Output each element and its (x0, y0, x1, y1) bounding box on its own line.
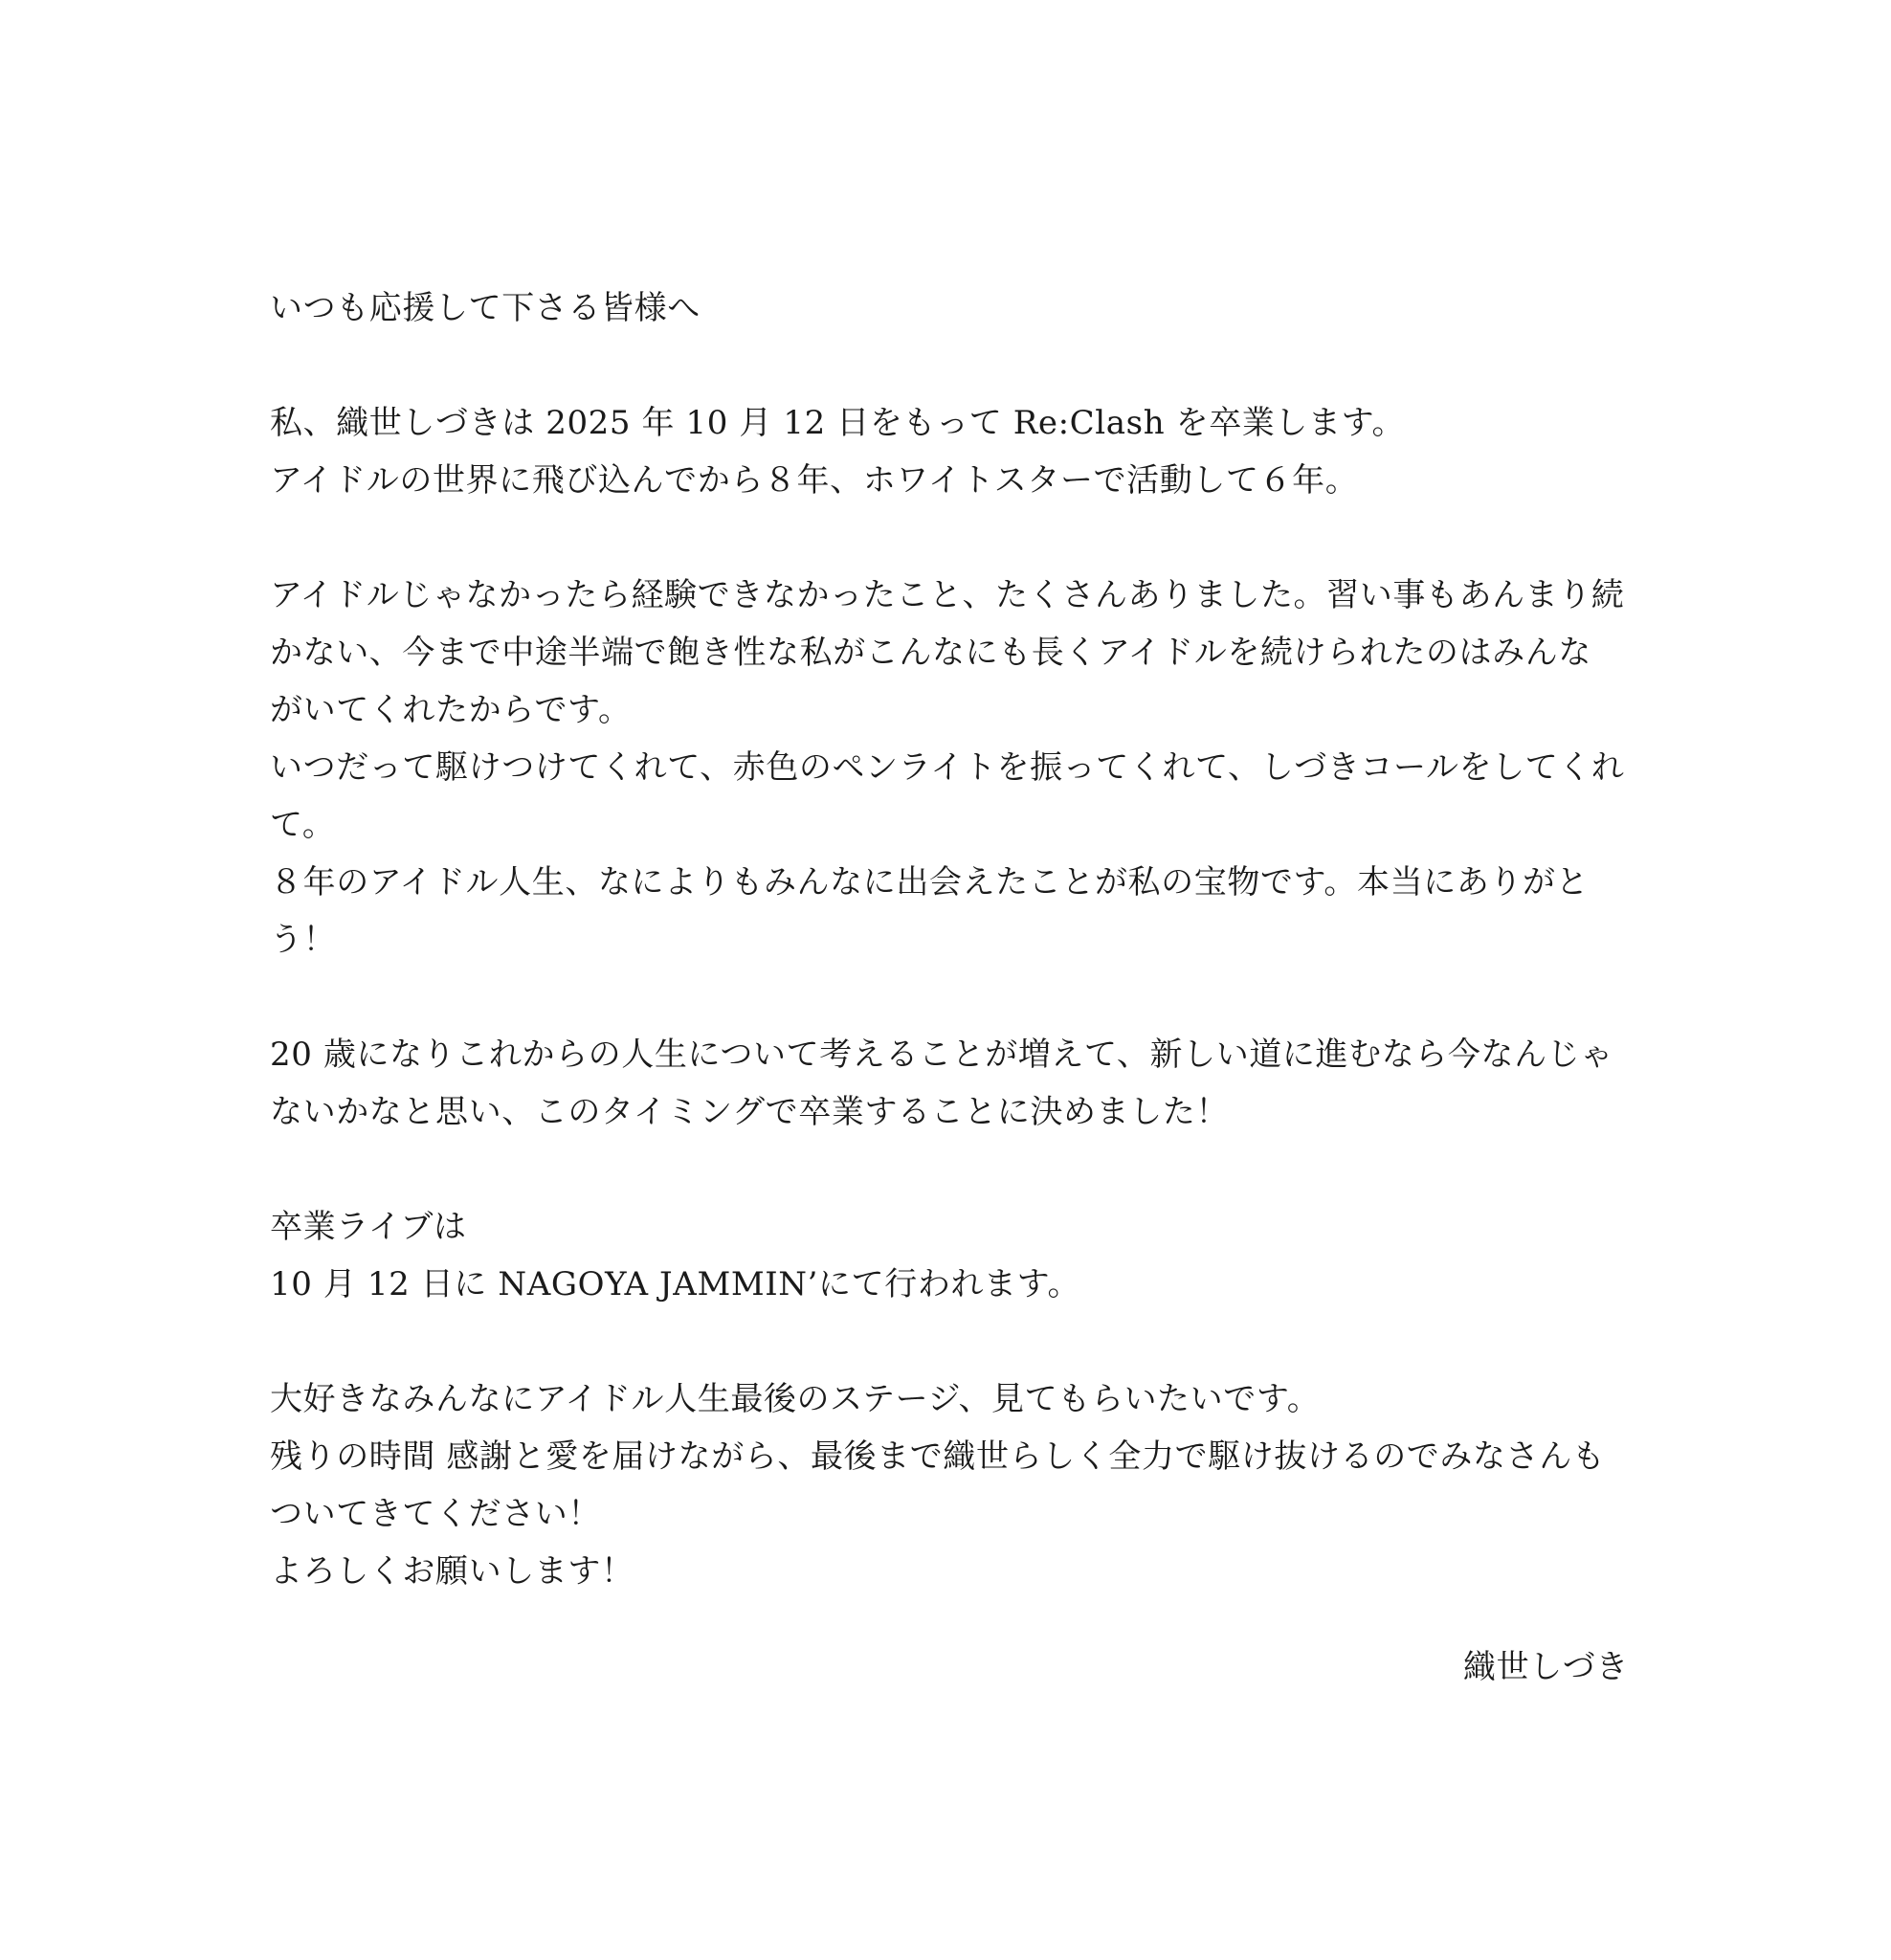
text-line: 20 歳になりこれからの人生について考えることが増えて、新しい道に進むなら今なんじゃ (270, 1036, 1613, 1074)
text-line: ついてきてください！ (270, 1495, 601, 1533)
paragraph-gap (270, 1313, 1629, 1370)
text-line: 10 月 12 日に NAGOYA JAMMIN’にて行われます。 (270, 1265, 1081, 1303)
paragraph-gap (270, 337, 1629, 394)
letter-body (270, 279, 1629, 1600)
paragraph-gap (270, 509, 1629, 567)
salutation: いつも応援して下さる皆様へ (270, 289, 701, 327)
paragraph-announcement (270, 394, 1629, 509)
text-line: 残りの時間 感謝と愛を届けながら、最後まで織世らしく全力で駆け抜けるのでみなさんも (270, 1437, 1606, 1476)
paragraph-closing (270, 1370, 1629, 1600)
text-line: いつだって駆けつけてくれて、赤色のペンライトを振ってくれて、しづきコールをしてくれ (270, 748, 1625, 787)
text-line: アイドルじゃなかったら経験できなかったこと、たくさんありました。習い事もあんまり続 (270, 576, 1625, 614)
text-line: よろしくお願いします！ (270, 1552, 634, 1591)
paragraph-gratitude (270, 567, 1629, 969)
text-line: ８年のアイドル人生、なによりもみんなに出会えたことが私の宝物です。本当にありがと (270, 863, 1590, 902)
paragraph-gap (270, 1141, 1629, 1198)
signature: 織世しづき (1463, 1648, 1629, 1686)
text-line: 大好きなみんなにアイドル人生最後のステージ、見てもらいたいです。 (270, 1380, 1321, 1418)
paragraph-graduation-live (270, 1198, 1629, 1313)
text-line: て。 (270, 806, 336, 844)
text-line: アイドルの世界に飛び込んでから８年、ホワイトスターで活動して６年。 (270, 461, 1359, 500)
text-line: かない、今まで中途半端で飽き性な私がこんなにも長くアイドルを続けられたのはみんな (270, 634, 1591, 672)
text-line: がいてくれたからです。 (270, 691, 632, 729)
paragraph-gap (270, 969, 1629, 1026)
text-line: ないかなと思い、このタイミングで卒業することに決めました！ (270, 1093, 1230, 1131)
text-line: う！ (270, 921, 337, 959)
text-line: 私、織世しづきは 2025 年 10 月 12 日をもって Re:Clash を卒業します。 (270, 404, 1406, 442)
paragraph-decision (270, 1026, 1629, 1141)
text-line: 卒業ライブは (270, 1208, 467, 1246)
